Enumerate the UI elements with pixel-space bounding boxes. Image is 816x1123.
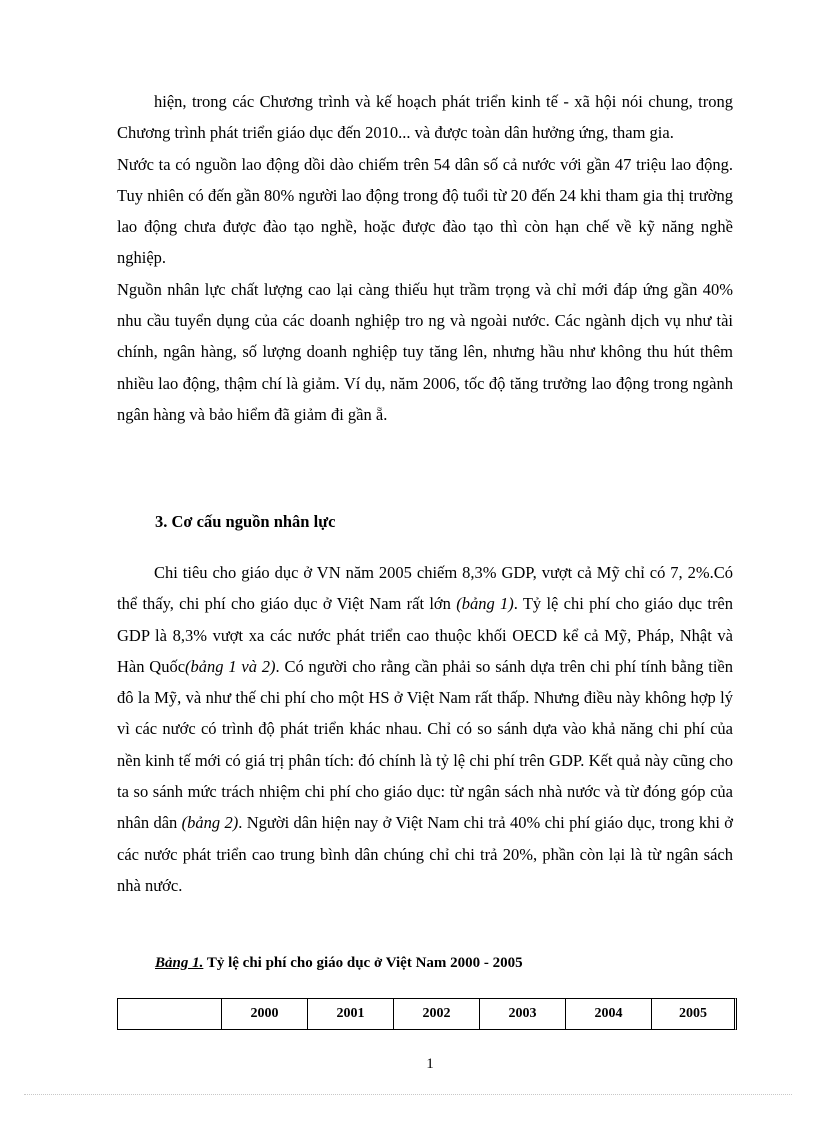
body-text-section xyxy=(117,557,733,901)
paragraph-4 xyxy=(117,557,733,901)
paragraph-4-text-3: . Có người cho rằng cần phải so sánh dựa trên chi phí tính bằng tiền đô la Mỹ, và như thế chi phí cho một HS ở Việt Nam rất thấp. Nhưng điều này không hợp lý vì các nước có trình độ phát triển khác nhau. Chỉ có so sánh dựa vào khả năng chi phí của nền kinh tế mới có giá trị phân tích: đó chính là tỷ lệ chi phí trên GDP. Kết quả này cũng cho ta so sánh mức trách nhiệm chi phí cho giáo dục: từ ngân sách nhà nước và từ đóng góp của nhân dân xyxy=(117,656,733,833)
paragraph-4-text-2: . Tỷ lệ chi phí cho giáo dục trên GDP là 8,3% vượt xa các nước phát triển cao thuộc khối OECD kể cả Mỹ, Pháp, Nhật và Hàn Quốc xyxy=(117,594,734,676)
table-header-cell-2000: 2000 xyxy=(222,999,308,1029)
table-caption-title: Tỷ lệ chi phí cho giáo dục ở Việt Nam 2000 - 2005 xyxy=(203,955,523,971)
page-bottom-divider xyxy=(24,1094,792,1095)
paragraph-1-text: hiện, trong các Chương trình và kế hoạch phát triển kinh tế - xã hội nói chung, trong Chương trình phát triển giáo dục đến 2010... và được toàn dân hưởng ứng, tham gia. xyxy=(117,92,733,143)
table-caption xyxy=(155,955,523,972)
section-heading: 3. Cơ cấu nguồn nhân lực xyxy=(155,512,336,531)
table-reference-1: (bảng 1) xyxy=(456,594,514,614)
table-header-cell-2003: 2003 xyxy=(480,999,566,1029)
table-header-cell-2002: 2002 xyxy=(394,999,480,1029)
page-number: 1 xyxy=(426,1056,434,1072)
paragraph-2 xyxy=(117,149,733,274)
paragraph-3-text: Nguồn nhân lực chất lượng cao lại càng thiếu hụt trầm trọng và chỉ mới đáp ứng gần 40% nhu cầu tuyển dụng của các doanh nghiệp tro ng và ngoài nước. Các ngành dịch vụ như tài chính, ngân hàng, số lượng doanh nghiệp tuy tăng lên, nhưng hầu như không thu hút thêm nhiều lao động, thậm chí là giảm. Ví dụ, năm 2006, tốc độ tăng trưởng lao động trong ngành ngân hàng và bảo hiểm đã giảm đi gần ẵ. xyxy=(117,279,733,424)
paragraph-3 xyxy=(117,274,733,430)
table-header-cell-2004: 2004 xyxy=(566,999,652,1029)
table-header-cell-2005: 2005 xyxy=(679,1006,707,1021)
paragraph-1 xyxy=(117,86,733,149)
table-header-cell-2001: 2001 xyxy=(308,999,394,1029)
table-header-row xyxy=(118,999,734,1029)
expenditure-table xyxy=(117,998,737,1030)
table-reference-3: (bảng 2) xyxy=(181,813,239,833)
table-reference-2: (bảng 1 và 2) xyxy=(185,656,276,676)
body-text-top xyxy=(117,86,733,430)
table-header-cell-empty xyxy=(118,999,222,1029)
paragraph-4-text-1: Chi tiêu cho giáo dục ở VN năm 2005 chiếm 8,3% GDP, vượt cả Mỹ chỉ có 7, 2%.Có thể thấy, chi phí cho giáo dục ở Việt Nam rất lớn xyxy=(117,563,733,614)
table-caption-label: Bảng 1. xyxy=(155,955,204,971)
paragraph-4-text-4: . Người dân hiện nay ở Việt Nam chi trả 40% chi phí giáo dục, trong khi ở các nước phát triển cao trung bình dân chúng chỉ chi trả 20%, phần còn lại là từ ngân sách nhà nước. xyxy=(117,813,733,895)
paragraph-2-text: Nước ta có nguồn lao động dồi dào chiếm trên 54 dân số cả nước với gần 47 triệu lao động. Tuy nhiên có đến gần 80% người lao động trong độ tuổi từ 20 đến 24 khi tham gia thị trường lao động chưa được đào tạo nghề, hoặc được đào tạo thì còn hạn chế về kỹ năng nghề nghiệp. xyxy=(117,154,733,268)
